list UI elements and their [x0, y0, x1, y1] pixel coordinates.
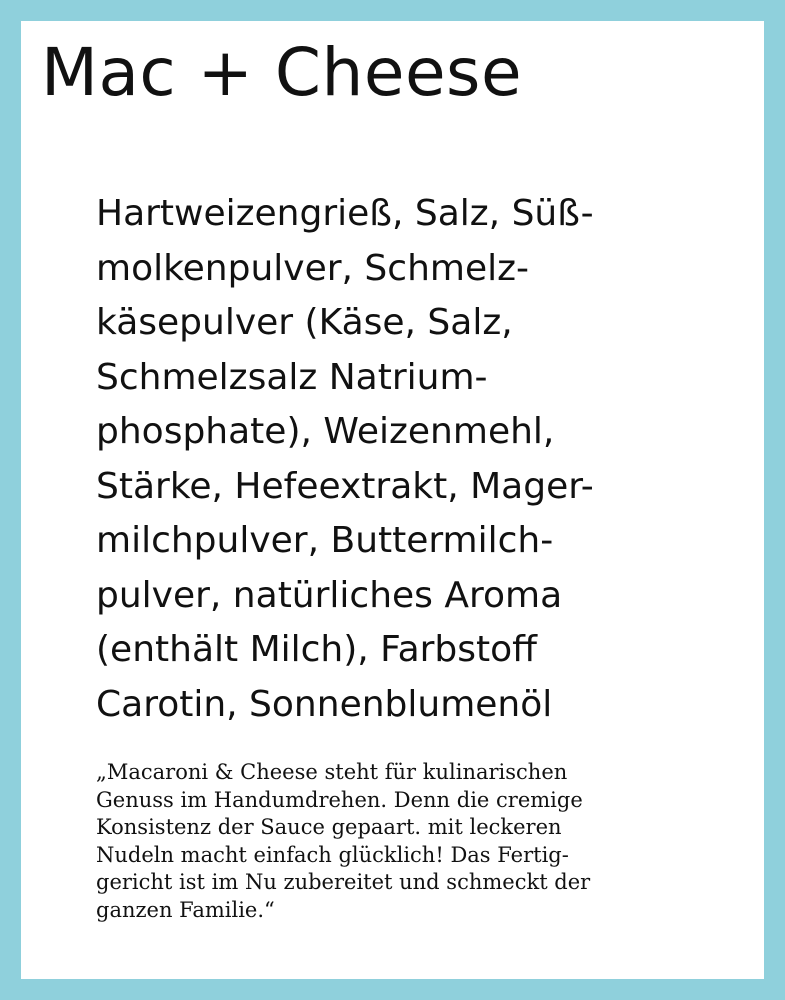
product-card [21, 21, 764, 979]
ingredients-line: molkenpulver, Schmelz- [96, 247, 530, 289]
ingredients-line: (enthält Milch), Farbstoff [96, 629, 537, 670]
quote-line: ganzen Familie.“ [96, 897, 275, 922]
ingredients-line: phosphate), Weizenmehl, [96, 411, 555, 452]
quote-line: Konsistenz der Sauce gepaart. mit leckeren [96, 815, 562, 840]
quote-line: Genuss im Handumdrehen. Denn die cremige [96, 787, 583, 812]
ingredients-line: pulver, natürliches Aroma [96, 574, 563, 616]
ingredients-line: milchpulver, Buttermilch- [96, 520, 554, 561]
quote-line: „Macaroni & Cheese steht für kulinarischen [96, 760, 568, 784]
ingredients-line: Carotin, Sonnenblumenöl [96, 683, 553, 725]
quote-line: gericht ist im Nu zubereitet und schmeckt der [96, 870, 591, 895]
ingredients-line: Hartweizengrieß, Salz, Süß- [96, 193, 594, 234]
ingredients-line: Schmelzsalz Natrium- [96, 356, 488, 398]
ingredients-line: käsepulver (Käse, Salz, [96, 302, 513, 343]
product-title: Mac + Cheese [41, 34, 523, 111]
ingredients-line: Stärke, Hefeextrakt, Mager- [96, 465, 594, 507]
ingredients-list [96, 187, 594, 732]
quote-line: Nudeln macht einfach glücklich! Das Fertig- [96, 842, 569, 867]
product-quote [96, 759, 590, 925]
